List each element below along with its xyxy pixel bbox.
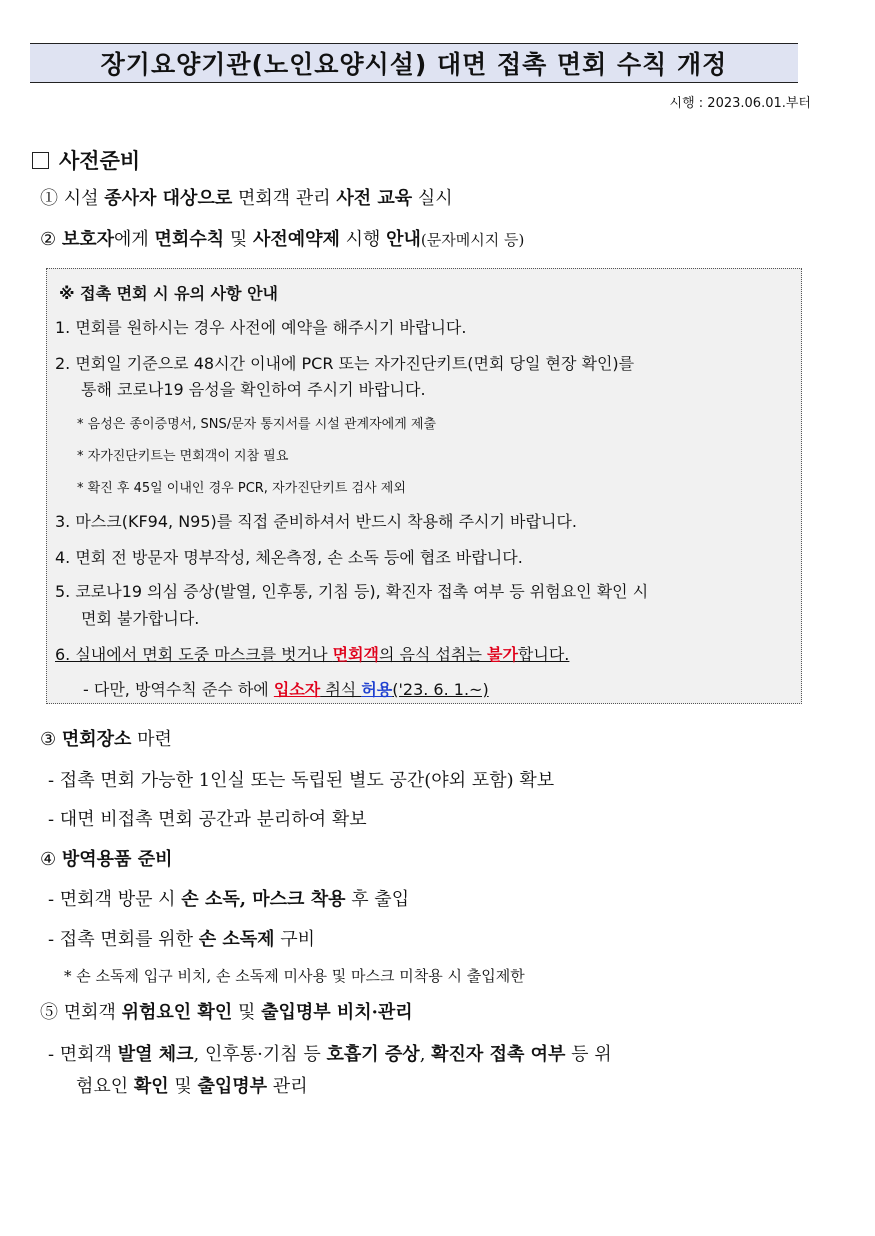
- bold-text: 사전예약제: [252, 229, 340, 250]
- item-4: [40, 845, 172, 871]
- text: 구비: [274, 929, 316, 950]
- item-4-note: * 손 소독제 입구 비치, 손 소독제 미사용 및 마스크 미착용 시 출입제한: [64, 967, 525, 985]
- highlight-blue: 허용: [361, 680, 393, 699]
- section-title: 사전준비: [59, 149, 141, 173]
- text: 후 출입: [345, 889, 410, 910]
- item-number: ③: [40, 729, 57, 750]
- text: 및: [168, 1076, 198, 1097]
- highlight-red: 면회객: [332, 645, 379, 664]
- item-number: ⑤: [40, 1002, 58, 1023]
- item-3-detail-1: - 접촉 면회 가능한 1인실 또는 독립된 별도 공간(야외 포함) 확보: [48, 770, 555, 791]
- item-5: [40, 998, 413, 1024]
- notice-item-2: 2. 면회일 기준으로 48시간 이내에 PCR 또는 자가진단키트(면회 당일 현장 확인)를: [55, 354, 635, 373]
- notice-box: [46, 268, 802, 704]
- text: - 다만, 방역수칙 준수 하에: [83, 680, 274, 699]
- notice-item-7: [83, 677, 489, 700]
- text: (문자메시지 등): [420, 231, 525, 249]
- notice-item-1: 1. 면회를 원하시는 경우 사전에 예약을 해주시기 바랍니다.: [55, 318, 467, 337]
- bold-text: 출입명부: [197, 1076, 268, 1097]
- text: 험요인: [76, 1076, 134, 1097]
- bold-text: 손 소독, 마스크 착용: [181, 889, 346, 910]
- bold-text: 발열 체크: [117, 1044, 194, 1065]
- bold-text: 안내: [386, 229, 421, 250]
- notice-item-2-cont: 통해 코로나19 음성을 확인하여 주시기 바랍니다.: [81, 380, 426, 399]
- notice-item-3: 3. 마스크(KF94, N95)를 직접 준비하셔서 반드시 착용해 주시기 바랍니다.: [55, 512, 577, 531]
- highlight-red: 입소자: [273, 680, 321, 699]
- notice-sub-1: * 음성은 종이증명서, SNS/문자 통지서를 시설 관계자에게 제출: [77, 417, 437, 432]
- bold-text: 사전 교육: [336, 188, 413, 209]
- notice-sub-3: * 확진 후 45일 이내인 경우 PCR, 자가진단키트 검사 제외: [77, 481, 406, 496]
- item-4-detail-2: [48, 925, 315, 951]
- text: ('23. 6. 1.~): [392, 680, 489, 699]
- notice-sub-2: * 자가진단키트는 면회객이 지참 필요: [77, 449, 289, 464]
- text: 실시: [412, 188, 453, 209]
- highlight-red: 불가: [487, 645, 518, 664]
- checkbox-square-icon: [32, 152, 49, 169]
- item-5-detail-1-cont: [76, 1072, 308, 1098]
- bold-text: 방역용품 준비: [61, 849, 173, 870]
- bold-text: 종사자 대상으로: [104, 188, 233, 209]
- text: 면회객 관리: [232, 188, 337, 209]
- item-5-detail-1: [48, 1040, 612, 1066]
- bold-text: 손 소독제: [198, 929, 275, 950]
- text: 및: [232, 1002, 262, 1023]
- text: - 접촉 면회를 위한: [48, 929, 199, 950]
- notice-title: ※ 접촉 면회 시 유의 사항 안내: [59, 284, 278, 303]
- section-heading: [32, 145, 140, 175]
- text: 면회객: [58, 1002, 122, 1023]
- text: ,: [419, 1044, 432, 1065]
- item-1: [40, 184, 453, 210]
- item-3: [40, 725, 172, 751]
- item-number: ④: [40, 849, 57, 870]
- notice-item-4: 4. 면회 전 방문자 명부작성, 체온측정, 손 소독 등에 협조 바랍니다.: [55, 548, 523, 567]
- text: 취식: [320, 680, 362, 699]
- bold-text: 호흡기 증상: [326, 1044, 420, 1065]
- item-2: [40, 225, 524, 251]
- bold-text: 위험요인 확인: [121, 1002, 233, 1023]
- bold-text: 확진자 접촉 여부: [431, 1044, 566, 1065]
- bold-text: 출입명부 비치·관리: [261, 1002, 413, 1023]
- text: 의 음식 섭취는: [379, 645, 487, 664]
- text: 6. 실내에서 면회 도중 마스크를 벗거나: [55, 645, 333, 664]
- text: 시행: [339, 229, 387, 250]
- notice-item-5: 5. 코로나19 의심 증상(발열, 인후통, 기침 등), 확진자 접촉 여부 등 위험요인 확인 시: [55, 582, 649, 601]
- text: 합니다.: [517, 645, 570, 664]
- text: 및: [224, 229, 253, 250]
- effective-date: 시행 : 2023.06.01.부터: [669, 96, 811, 111]
- notice-item-6: [55, 642, 569, 665]
- text: 시설: [63, 188, 105, 209]
- item-4-detail-1: [48, 885, 409, 911]
- text: , 인후통·기침 등: [193, 1044, 327, 1065]
- page-title: 장기요양기관(노인요양시설) 대면 접촉 면회 수칙 개정: [30, 43, 798, 83]
- bold-text: 면회장소: [61, 729, 132, 750]
- bold-text: 보호자: [61, 229, 115, 250]
- bold-text: 면회수칙: [154, 229, 225, 250]
- text: 마련: [131, 729, 172, 750]
- text: - 면회객: [48, 1044, 118, 1065]
- item-number: ①: [40, 188, 58, 209]
- notice-item-5-cont: 면회 불가합니다.: [81, 609, 200, 628]
- item-3-detail-2: - 대면 비접촉 면회 공간과 분리하여 확보: [48, 809, 367, 830]
- text: 관리: [267, 1076, 308, 1097]
- text: 에게: [114, 229, 155, 250]
- bold-text: 확인: [133, 1076, 169, 1097]
- text: - 면회객 방문 시: [48, 889, 182, 910]
- item-number: ②: [40, 229, 57, 250]
- text: 등 위: [565, 1044, 612, 1065]
